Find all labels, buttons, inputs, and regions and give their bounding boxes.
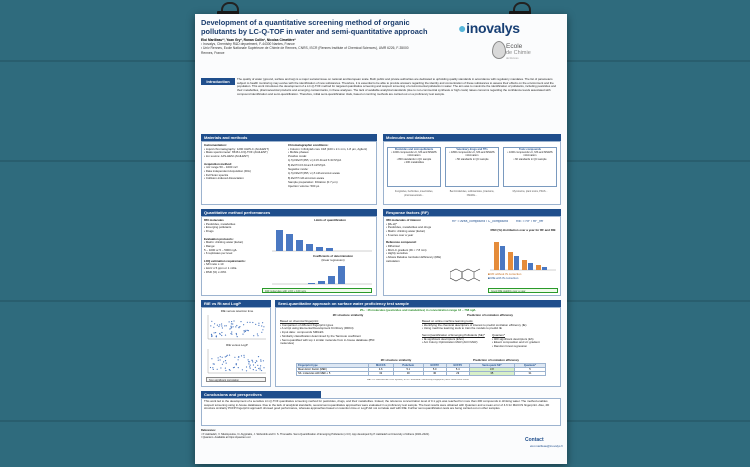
- table-cell: Pubchem: [393, 364, 423, 368]
- scatter-point: [256, 370, 257, 371]
- title-line: pollutants by LC-Q-TOF in water and semi-quantitative approach: [201, 26, 428, 36]
- scatter-point: [257, 333, 258, 334]
- scatter-point: [221, 335, 222, 336]
- table-cell: Fingerprint type: [297, 364, 369, 368]
- scatter-point: [248, 359, 249, 360]
- scatter-point: [212, 367, 213, 368]
- scatter-point: [256, 361, 257, 362]
- scatter-point: [236, 363, 237, 364]
- diflunisal-structure-icon: [450, 267, 486, 283]
- section-header-materials: Materials and methods: [201, 134, 377, 141]
- scatter-point: [233, 320, 234, 321]
- scatter-point: [218, 326, 219, 327]
- scatter-point: [229, 321, 230, 322]
- correlation-note: Non-significant correlation: [206, 377, 266, 382]
- references: References: ¹ P. Aalizadeh, V. Nikolopoulou, N. Alygizakis, J. Slobodnik and N. S. Thomaidis. Semi-Quantification of Emerging Pollutants (v.3.0). App developed by P. Aalizadeh at University of Athens (2021-2022). ² Quantem. Available at https://quantem.co/: [201, 429, 430, 440]
- database-note: Mycotoxins, plant toxins, PFAS...: [512, 190, 548, 193]
- scatter-point: [220, 356, 221, 357]
- poster-title: [201, 19, 441, 36]
- results-table: [296, 363, 546, 376]
- section-header-response-factors: Response factors (RF): [383, 209, 561, 216]
- rsd-bar-chart: [488, 238, 558, 272]
- section-header-introduction: Introduction: [201, 78, 235, 85]
- scatter-point: [213, 327, 214, 328]
- loq-result-banner: 940 molecules with LOQ ≤ 100 ng/L: [262, 288, 372, 293]
- database-card-pesticides: Pesticides and micropollutants • 1000 compounds LC, MS and MS/MS information • 800 standards in QC sample • 200 metabolites: [387, 147, 441, 187]
- scatter-point: [246, 370, 247, 371]
- scatter-point: [243, 324, 244, 325]
- scatter-point: [258, 323, 259, 324]
- r2-chart-title: Coefficients of determination (linear regression): [313, 255, 353, 262]
- scatter-point: [244, 357, 245, 358]
- table-cell: 5.1: [393, 368, 423, 372]
- affiliation: Rennes, France: [201, 50, 225, 55]
- scatter-point: [251, 360, 252, 361]
- ie-prediction-title: Prediction of ionization efficiency: [466, 314, 514, 317]
- scatter-point: [257, 365, 258, 366]
- conclusions-text: This work led to the development of a sensitive LC-Q-TOF quantitative screening method for pesticides, drugs, and their metabolites. Indeed, the reference concentration level of 0.1 µg/L was reached for more than 400 compounds in drinking water. The method enables suspect screening using in-house databases. Due to the lack of analytical standards, several semi-quantitative approaches were evaluated in a proficiency test sample. The best results were obtained with Quantem and a mean error of 4.6 for MACCS fingerprint. Also, 2D structure similarity PCFP fingerprint approach showed good performance, whereas approaches based on retention time or LogP did not correlate well with RIE. Further semi-quantification tests are being carried out on other samples.: [204, 400, 550, 411]
- scatter-point: [237, 336, 238, 337]
- affiliation: ¹ Inovalys, Chemistry R&D department, F-44300 Nantes, France: [201, 42, 295, 47]
- response-factors-box: [383, 216, 561, 296]
- scatter-point: [249, 322, 250, 323]
- scatter-point: [214, 323, 215, 324]
- response-factors-text: 350 molecules of interest • [M+H]⁺ • Pesticides, metabolites and drugs • Matrix: drinking water (Evian) • 6 series over a year Reference compound: • Diflunisal • Mid LC gradient (Rt ≈ 7.8 min) • Highly sensitive • Allows Relative Ionization Efficiency (RIE) calculation: [386, 219, 442, 263]
- scatter-point: [262, 329, 263, 330]
- scatter-point: [258, 356, 259, 357]
- scatter-point: [220, 359, 221, 360]
- scatter-point: [210, 367, 211, 368]
- table-footnote: MACCS: Molecular ACCess System | ECFP: Extended Connectivity Fingerprint | MEF: Mean Error Factor: [366, 379, 470, 381]
- scatter-point: [227, 355, 228, 356]
- loq-bar-chart: [268, 224, 374, 254]
- rie-box: [201, 307, 271, 387]
- table-row: [297, 372, 546, 376]
- scatter-point: [226, 356, 227, 357]
- scatter-point: [218, 360, 219, 361]
- scatter-point: [244, 331, 245, 332]
- table-cell: MACCS: [368, 364, 393, 368]
- table-cell: Semi-quant SE*: [469, 364, 514, 368]
- contact-email[interactable]: eloi.marilleau@inovalys.fr: [530, 445, 563, 448]
- table-cell: 5.0: [423, 368, 446, 372]
- table-cell: Quantem*: [514, 364, 545, 368]
- introduction-text: The quality of water (ground, surface and tap) is a major societal issue on national and European scale. Both public and private authorities are dedicated to upholding quality standards in accordance with regulatory mandates. The list of parameters subject to health monitoring may evolve with the identification of new substances. Therefore, it is essential to be able to provide answers regarding the identity and concentration of these substances to assess their effects on the environment and the population. This work introduces the development of a LC-Q-TOF method for targeted quantitative screening and suspect screening of environmental pollutants in water. The aim was to maximize the identification of pollutants, including pesticides and their metabolites, pharmaceutical products and emerging contaminants, in these analyses. The lack of available analytical standards (due to non-commercial synthesis or high costs) raises concerns regarding the confidence levels associated with compound identification and semi-quantification. Therefore, initial semi-quantification trials, based on ionizing methods are carried out on a proficiency test sample.: [237, 78, 556, 96]
- scatter-point: [211, 358, 212, 359]
- scatter-point: [249, 361, 250, 362]
- ecole-chimie-rennes-logo: Ecole de Chimie de Rennes: [486, 41, 546, 63]
- scatter-point: [261, 332, 262, 333]
- scatter-point: [250, 365, 251, 366]
- table-cell: Nb. molecules with MEF ≤ 5: [297, 372, 369, 376]
- scatter-point: [248, 363, 249, 364]
- scatter-point: [230, 326, 231, 327]
- table-cell: 30: [393, 372, 423, 376]
- affiliation: ² Univ Rennes, Ecole Nationale Supérieure de Chimie de Rennes, CNRS, ISCR (Rennes Institute of Chemical Sciences), UMR 6226, F-35000: [201, 46, 409, 51]
- scatter-point: [229, 328, 230, 329]
- database-note: Fungicides, herbicides, insecticides, pharmaceuticals...: [394, 190, 434, 197]
- scatter-point: [236, 364, 237, 365]
- contact-title: Contact: [525, 437, 544, 443]
- scatter-point: [262, 322, 263, 323]
- table-cell: ECFP4: [446, 364, 469, 368]
- scatter-point: [238, 327, 239, 328]
- scatter-point: [231, 323, 232, 324]
- similarity-title: 2D structure similarity: [332, 314, 364, 317]
- scatter-point: [263, 326, 264, 327]
- scatter-point: [244, 330, 245, 331]
- database-card-veterinary: Veterinary drugs and TPs • 1800 compounds LC, MS and MS/MS information • 50 standards in QC sample: [445, 147, 499, 187]
- rie-rt-title: RIE versus retention time: [220, 310, 254, 313]
- quantem-text: Quantem* • 400 significant descriptors (Eh) • Eluent composition and LC gradient • Random forest regression: [492, 334, 540, 349]
- scatter-point: [258, 325, 259, 326]
- scatter-point: [211, 334, 212, 335]
- scatter-point: [211, 336, 212, 337]
- scatter-point: [222, 327, 223, 328]
- scatter-point: [261, 370, 262, 371]
- scatter-point: [215, 332, 216, 333]
- scatter-point: [217, 325, 218, 326]
- scatter-point: [232, 323, 233, 324]
- loq-chart-title: Limits of quantification: [314, 219, 346, 222]
- instrumentation-text: Instrumentation: • Liquid chromatography: 1290 UHPLC (AGILENT) • Mass spectrometer: 6546 LC/Q-TOF (AGILENT) • Ion source: AJS-HESI (AGILENT) Acquisition method: • m/z range 50 – 1000 m/z • Data independent Acquisition (DIA) • Full Scan spectra • Collision-induced dissociation: [204, 144, 269, 181]
- scatter-point: [236, 334, 237, 335]
- scatter-point: [260, 369, 261, 370]
- scatter-point: [252, 322, 253, 323]
- authors-block: [201, 38, 441, 55]
- scatter-point: [225, 368, 226, 369]
- table-cell: 30: [423, 372, 446, 376]
- scatter-point: [214, 364, 215, 365]
- table-cell: 35: [469, 372, 514, 376]
- scatter-point: [229, 355, 230, 356]
- rie-stability-banner: Good RIE stability over a year: [488, 288, 558, 293]
- scatter-point: [255, 324, 256, 325]
- scatter-point: [225, 356, 226, 357]
- inovalys-logo: ●inovalys: [458, 20, 520, 36]
- table-title-similarity: 2D structure similarity: [380, 359, 412, 362]
- scatter-point: [221, 323, 222, 324]
- scatter-point: [253, 369, 254, 370]
- rie-rt-scatter: [206, 315, 268, 341]
- table-title-ie: Prediction of ionization efficiency: [472, 359, 520, 362]
- scatter-point: [214, 332, 215, 333]
- scatter-point: [238, 359, 239, 360]
- scatter-point: [225, 370, 226, 371]
- title-line: Development of a quantitative screening method of organic: [201, 18, 410, 27]
- semiquant-box: [275, 307, 561, 387]
- section-header-conclusions: Conclusions and perspectives: [201, 391, 321, 398]
- author-names: Eloi Marilleau¹², Yoan Gry¹, Ronan Collin¹, Nicolas Cimetière²: [201, 38, 296, 42]
- scatter-point: [252, 361, 253, 362]
- scatter-point: [238, 367, 239, 368]
- scatter-point: [236, 325, 237, 326]
- semiquant-subtitle: 25+ : 46 molecules (pesticides and metabolites) in concentration range 12 – 768 ng/L: [359, 309, 477, 312]
- scatter-point: [261, 325, 262, 326]
- scatter-point: [250, 368, 251, 369]
- section-header-rie: RIE vs Rt and LogP: [201, 300, 271, 307]
- scatter-point: [260, 359, 261, 360]
- scatter-point: [263, 367, 264, 368]
- scatter-point: [217, 369, 218, 370]
- scatter-point: [236, 333, 237, 334]
- scatter-point: [260, 361, 261, 362]
- scatter-point: [226, 325, 227, 326]
- scatter-point: [242, 369, 243, 370]
- rie-logp-title: RIE versus LogP: [226, 344, 248, 347]
- conclusions-box: [201, 398, 561, 426]
- scatter-point: [213, 369, 214, 370]
- table-cell: 5: [514, 368, 545, 372]
- scatter-point: [222, 357, 223, 358]
- section-header-semiquant: Semi-quantitative approach on surface water proficiency test sample: [275, 300, 561, 307]
- scatter-point: [223, 361, 224, 362]
- scatter-point: [258, 368, 259, 369]
- database-note: Benzimidazoles, sulfonamides, β-lactams, NSAIDs...: [449, 190, 495, 197]
- scatter-point: [255, 362, 256, 363]
- r2-bar-chart: [268, 264, 374, 286]
- rsd-chart-title: RSD (%) distribution over a year for RF and RIE: [490, 229, 556, 232]
- scatter-point: [229, 369, 230, 370]
- scatter-point: [218, 357, 219, 358]
- se-method-text: Semi-Quantification of Emerging Pollutants (SE)* • IE significant descriptors (Ehrs) • Ant Colony Optimization MLR (ACO MLR): [422, 334, 485, 345]
- scatter-point: [225, 360, 226, 361]
- scatter-point: [253, 335, 254, 336]
- scatter-point: [224, 325, 225, 326]
- scatter-point: [221, 332, 222, 333]
- rf-formula: RF = Area_compound / C_compound: [452, 220, 509, 223]
- scatter-point: [220, 367, 221, 368]
- table-cell: 4.6: [368, 368, 393, 372]
- table-cell: Mean Error Factor (MEF): [297, 368, 369, 372]
- table-cell: 29: [446, 372, 469, 376]
- scatter-point: [247, 322, 248, 323]
- scatter-point: [242, 334, 243, 335]
- scatter-point: [231, 331, 232, 332]
- table-cell: 5.4: [446, 368, 469, 372]
- scatter-point: [241, 355, 242, 356]
- rie-logp-scatter: [206, 349, 268, 375]
- scatter-point: [219, 333, 220, 334]
- scatter-point: [239, 326, 240, 327]
- scatter-point: [253, 364, 254, 365]
- table-cell: ECFP2: [423, 364, 446, 368]
- quantitative-text: 850 molecules • Pesticides, metabolites • Emerging pollutants • Drugs Evaluation protocols: • Matrix: drinking water (Evian) • Range: 5 – 1000 or 5 – 5000 ng/L • 6 replicates per level LOQ estimation requirements: • S/N ratio ≥ 10 • Δm/z ≤ 5 ppm or 1 mDa • RSD (%) ≤ 20%: [204, 219, 246, 274]
- scatter-point: [245, 330, 246, 331]
- scatter-point: [235, 326, 236, 327]
- table-cell: 31: [514, 372, 545, 376]
- chromatography-text: Chromatographic conditions: • Column: Infinitylab core C18 (100 x 2.1 mm, 1.8 µm, Agilent) • Mobile phases: Positive mode: A) H₂O/MeOH (95/5, v:v) 0.1% FA and 5 mM NH₄FA B) MeOH 0.1% FA and 5 mM NH₄FA Negative mode: A) H₂O/MeOH (95/5, v:v) 5 mM ammonium acetate B) MeOH 5 mM ammonium acetate Sample preparation: Filtration (0.7 µm) Injection volume: 500 µL: [288, 144, 368, 189]
- scatter-point: [246, 366, 247, 367]
- similarity-text: Based on chemical fingerprint: • Comparison of different fingerprint types • A script using Elemental Development Kit library (RDKit) • Input data : compounds SMILES • Similarity classification determined by the Tanimoto coefficient • Semi-quantified with top 1 similar molecule from in-house database (850 molecules): [280, 320, 375, 346]
- scatter-point: [231, 327, 232, 328]
- scatter-point: [213, 363, 214, 364]
- scatter-point: [255, 367, 256, 368]
- scatter-point: [260, 368, 261, 369]
- scatter-point: [238, 356, 239, 357]
- scatter-point: [231, 334, 232, 335]
- table-cell: 3.8: [469, 368, 514, 372]
- rsd-legend: ■ RF without IS correction ■ RIE with IS correction: [488, 273, 522, 280]
- molecules-box: [383, 141, 561, 205]
- quantitative-box: [201, 216, 377, 296]
- section-header-quantitative: Quantitative method performances: [201, 209, 377, 216]
- scatter-point: [222, 364, 223, 365]
- scientific-poster: [195, 14, 567, 464]
- section-header-molecules: Molecules and databases: [383, 134, 561, 141]
- logos: [458, 20, 558, 66]
- scatter-point: [231, 321, 232, 322]
- scatter-point: [216, 336, 217, 337]
- scatter-point: [226, 363, 227, 364]
- scatter-point: [211, 321, 212, 322]
- ie-prediction-text: Based on online machine learning tools: • Identifying the chemical descriptors of interest to predict ionization efficiency (IE) • Using machine learning tools to train the models to predict IE: [422, 320, 527, 331]
- scatter-point: [263, 360, 264, 361]
- scatter-point: [243, 355, 244, 356]
- scatter-point: [240, 321, 241, 322]
- scatter-point: [219, 324, 220, 325]
- scatter-point: [225, 335, 226, 336]
- scatter-point: [257, 335, 258, 336]
- scatter-point: [234, 357, 235, 358]
- scatter-point: [260, 365, 261, 366]
- scatter-point: [233, 326, 234, 327]
- scatter-point: [233, 367, 234, 368]
- database-card-toxic: Toxic compounds • 1000 compounds LC, MS and MS/MS information • 60 standards in QC sample: [503, 147, 557, 187]
- scatter-point: [210, 325, 211, 326]
- scatter-point: [221, 325, 222, 326]
- scatter-point: [249, 366, 250, 367]
- table-cell: 32: [368, 372, 393, 376]
- rie-formula: RIE = RF / RF_ref: [516, 220, 544, 223]
- scatter-point: [247, 330, 248, 331]
- materials-methods-box: [201, 141, 377, 205]
